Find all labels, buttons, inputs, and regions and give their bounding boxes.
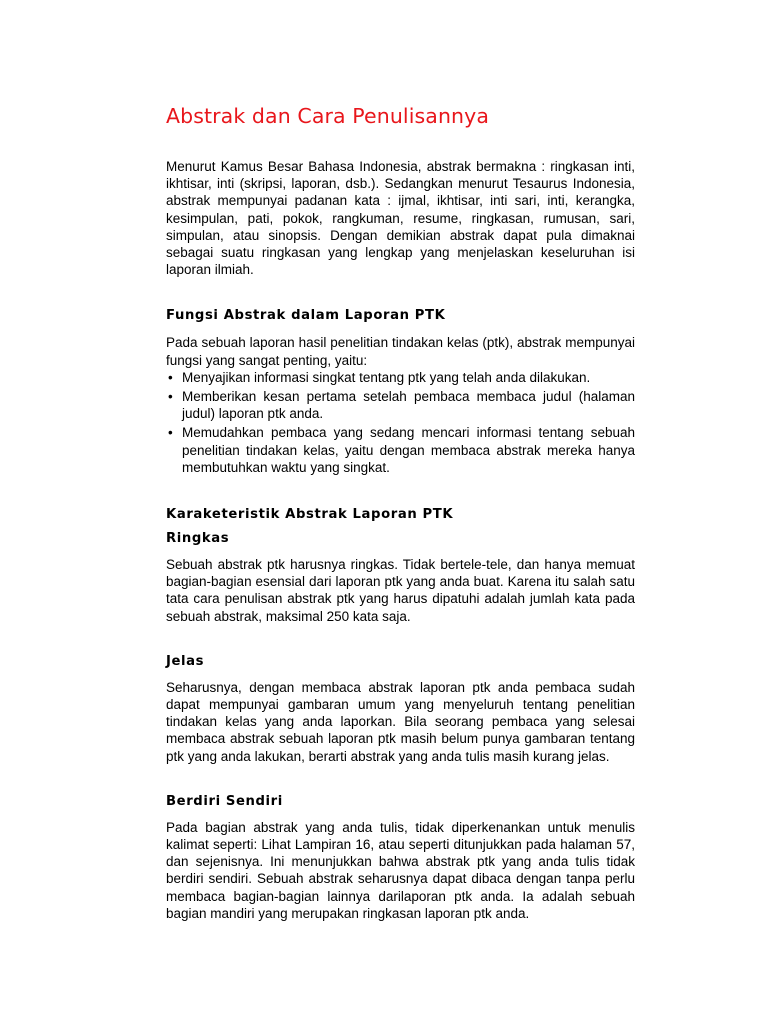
fungsi-list	[166, 369, 635, 476]
bullet-icon: •	[168, 369, 173, 385]
fungsi-intro: Pada sebuah laporan hasil penelitian tindakan kelas (ptk), abstrak mempunyai fungsi yang sangat penting, yaitu:	[166, 335, 635, 368]
ringkas-paragraph: Sebuah abstrak ptk harusnya ringkas. Tidak bertele-tele, dan hanya memuat bagian-bagian esensial dari laporan ptk yang anda buat. Karena itu salah satu tata cara penulisan abstrak ptk yang harus dipatuhi adalah jumlah kata pada sebuah abstrak, maksimal 250 kata saja.	[166, 557, 635, 624]
intro-paragraph: Menurut Kamus Besar Bahasa Indonesia, abstrak bermakna : ringkasan inti, ikhtisar, inti (skripsi, laporan, dsb.). Sedangkan menurut Tesaurus Indonesia, abstrak mempunyai padanan kata : ijmal, ikhtisar, inti sari, inti, kerangka, kesimpulan, pati, pokok, rangkuman, resume, ringkasan, rumusan, sari, simpulan, atau sinopsis. Dengan demikian abstrak dapat pula dimaknai sebagai suatu ringkasan yang lengkap yang menjelaskan keseluruhan isi laporan ilmiah.	[166, 159, 635, 278]
fungsi-heading: Fungsi Abstrak dalam Laporan PTK	[166, 308, 446, 324]
berdiri-sendiri-heading: Berdiri Sendiri	[166, 793, 283, 809]
karakteristik-heading: Karaketeristik Abstrak Laporan PTK	[166, 507, 454, 523]
jelas-heading: Jelas	[166, 653, 205, 669]
ringkas-heading: Ringkas	[166, 531, 230, 547]
bullet-icon: •	[168, 389, 173, 405]
berdiri-sendiri-paragraph: Pada bagian abstrak yang anda tulis, tidak diperkenankan untuk menulis kalimat seperti: Lihat Lampiran 16, atau seperti ditunjukkan pada halaman 57, dan sejenisnya. Ini menunjukkan bahwa abstrak ptk yang anda tulis tidak berdiri sendiri. Sebuah abstrak seharusnya dapat dibaca dengan tanpa perlu membaca bagian-bagian lainnya darilaporan ptk anda. Ia adalah sebuah bagian mandiri yang merupakan ringkasan laporan ptk anda.	[166, 819, 635, 921]
list-item: • Memberikan kesan pertama setelah pembaca membaca judul (halaman judul) laporan ptk anda.	[168, 389, 635, 422]
list-item: • Menyajikan informasi singkat tentang ptk yang telah anda dilakukan.	[168, 369, 591, 385]
page-title: Abstrak dan Cara Penulisannya	[166, 104, 490, 128]
bullet-icon: •	[168, 425, 173, 441]
list-item: • Memudahkan pembaca yang sedang mencari informasi tentang sebuah penelitian tindakan kelas, yaitu dengan membaca abstrak mereka hanya membutuhkan waktu yang singkat.	[168, 425, 635, 475]
document-page	[166, 102, 635, 922]
jelas-paragraph: Seharusnya, dengan membaca abstrak laporan ptk anda pembaca sudah dapat mempunyai gambaran umum yang menyeluruh tentang penelitian tindakan kelas yang anda laporkan. Bila seorang pembaca yang selesai membaca abstrak sebuah laporan ptk masih belum punya gambaran tentang ptk yang anda lakukan, berarti abstrak yang anda tulis masih kurang jelas.	[166, 679, 635, 764]
